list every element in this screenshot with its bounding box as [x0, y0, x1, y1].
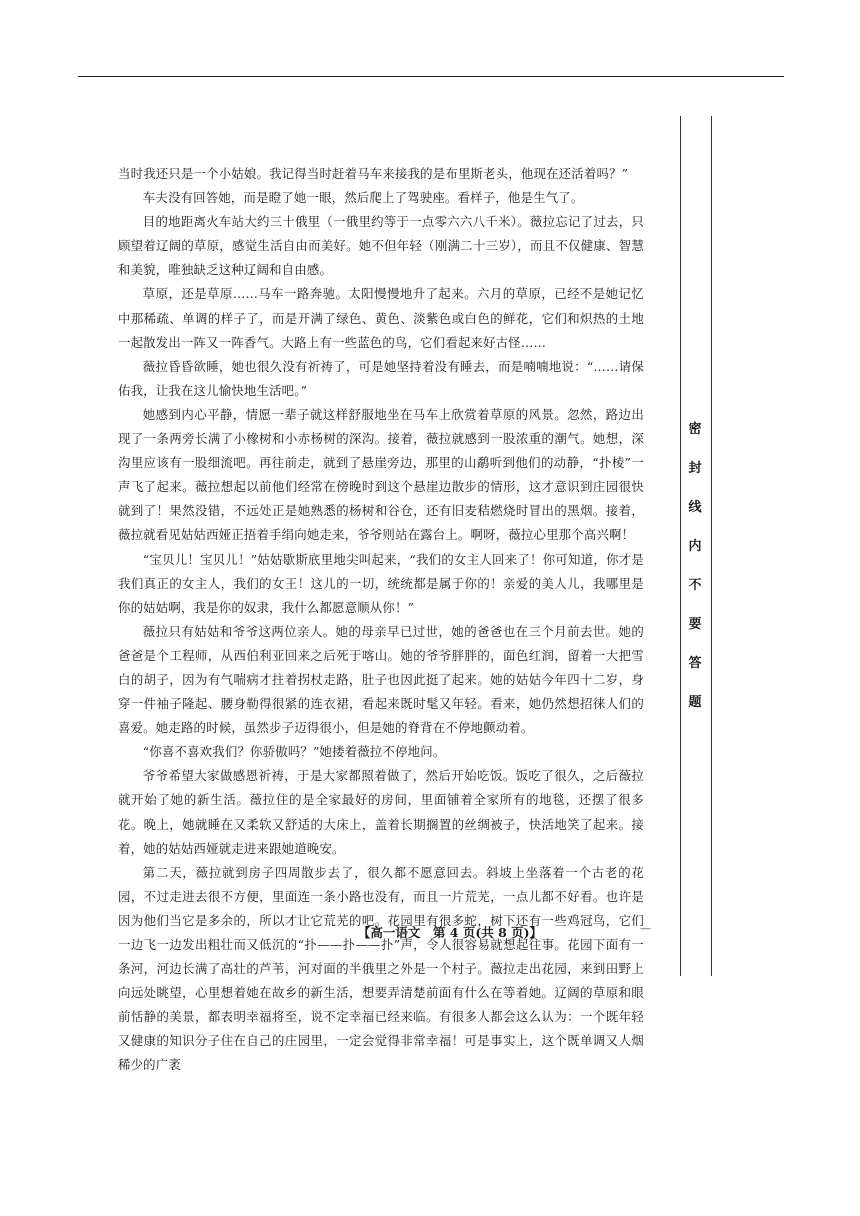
seal-char: 题 [688, 695, 702, 710]
seal-line-right [711, 116, 712, 976]
seal-char: 答 [688, 656, 702, 671]
paragraph: 爷爷希望大家做感恩祈祷，于是大家都照着做了，然后开始吃饭。饭吃了很久，之后薇拉就开始了她的新生活。薇拉住的是全家最好的房间，里面铺着全家所有的地毯，还摆了很多花。晚上，她就睡在又柔软又舒适的大床上，盖着长期搁置的丝绸被子，快活地笑了起来。接着，她的姑姑西娅就走进来跟她道晚安。 [118, 768, 644, 856]
paragraph: 目的地距离火车站大约三十俄里（一俄里约等于一点零六六八千米）。薇拉忘记了过去，只顾望着辽阔的草原，感觉生活自由而美好。她不但年轻（刚满二十三岁），而且不仅健康、智慧和美貌，唯独缺乏这种辽阔和自由感。 [118, 214, 644, 278]
paragraph: 薇拉只有姑姑和爷爷这两位亲人。她的母亲早已过世，她的爸爸也在三个月前去世。她的爸爸是个工程师，从西伯利亚回来之后死于喀山。她的爷爷胖胖的，面色红润，留着一大把雪白的胡子，因为有气喘病才拄着拐杖走路，肚子也因此挺了起来。她的姑姑今年四十二岁，身穿一件袖子隆起、腰身勒得很紧的连衣裙，看起来既时髦又年轻。看来，她仍然想招徕人们的喜爱。她走路的时候，虽然步子迈得很小，但是她的脊背在不停地颤动着。 [118, 623, 644, 736]
seal-char: 内 [688, 539, 702, 554]
seal-char: 要 [688, 617, 702, 632]
seal-char: 封 [688, 461, 702, 476]
footer-mark: — [640, 922, 651, 935]
seal-char: 线 [688, 500, 702, 515]
paragraph: 薇拉昏昏欲睡，她也很久没有祈祷了，可是她坚持着没有睡去，而是喃喃地说：“……请保佑我，让我在这儿愉快地生活吧。” [118, 358, 644, 398]
page-footer: 【高一语文 第 4 页(共 8 页)】 [357, 925, 543, 940]
seal-char: 密 [688, 422, 702, 437]
paragraph: “宝贝儿！宝贝儿！”姑姑歇斯底里地尖叫起来，“我们的女主人回来了！你可知道，你才是我们真正的女主人，我们的女王！这儿的一切，统统都是属于你的！亲爱的美人儿，我哪里是你的姑姑啊，我是你的奴隶，我什么都愿意顺从你！” [118, 551, 644, 615]
seal-char: 不 [688, 578, 702, 593]
paragraph: 车夫没有回答她，而是瞪了她一眼，然后爬上了驾驶座。看样子，他是生气了。 [142, 190, 584, 206]
paragraph: 当时我还只是一个小姑娘。我记得当时赶着马车来接我的是布里斯老头，他现在还活着吗？” [118, 166, 629, 181]
top-rule [78, 76, 784, 77]
seal-line-left [680, 116, 681, 976]
paragraph: 第二天，薇拉就到房子四周散步去了，很久都不愿意回去。斜坡上坐落着一个古老的花园，不过走进去很不方便，里面连一条小路也没有，而且一片荒芜，一点儿都不好看。也许是因为他们当它是多余的，所以才让它荒芜的吧。花园里有很多蛇，树下还有一些鸡冠鸟，它们一边飞一边发出粗壮而又低沉的“扑——扑——扑”声，令人很容易就想起往事。花园下面有一条河，河边长满了高壮的芦苇，河对面的半俄里之外是一个村子。薇拉走出花园，来到田野上向远处眺望，心里想着她在故乡的新生活，想要弄清楚前面有什么在等着她。辽阔的草原和眼前恬静的美景，都表明幸福将至，说不定幸福已经来临。有很多人都会这么认为：一个既年轻又健康的知识分子住在自己的庄园里，一定会觉得非常幸福！可是事实上，这个既单调又人烟稀少的广袤 [118, 864, 644, 1073]
paragraph: 她感到内心平静，情愿一辈子就这样舒服地坐在马车上欣赏着草原的风景。忽然，路边出现了一条两旁长满了小橡树和小赤杨树的深沟。接着，薇拉就感到一股浓重的潮气。她想，深沟里应该有一股细流吧。再往前走，就到了悬崖旁边，那里的山鹬听到他们的动静，“扑棱”一声飞了起来。薇拉想起以前他们经常在傍晚时到这个悬崖边散步的情形，这才意识到庄园很快就到了！果然没错，不远处正是她熟悉的杨树和谷仓，还有旧麦秸燃烧时冒出的黑烟。接着，薇拉就看见姑姑西娅正捂着手绢向她走来，爷爷则站在露台上。啊呀，薇拉心里那个高兴啊！ [118, 406, 644, 543]
paragraph: “你喜不喜欢我们？你骄傲吗？”她搂着薇拉不停地问。 [142, 744, 446, 760]
seal-line-notice [684, 420, 706, 732]
paragraph: 草原，还是草原……马车一路奔驰。太阳慢慢地升了起来。六月的草原，已经不是她记忆中那稀疏、单调的样子了，而是开满了绿色、黄色、淡紫色或白色的鲜花，它们和炽热的土地一起散发出一阵又一阵香气。大路上有一些蓝色的鸟，它们看起来好古怪…… [118, 286, 644, 350]
